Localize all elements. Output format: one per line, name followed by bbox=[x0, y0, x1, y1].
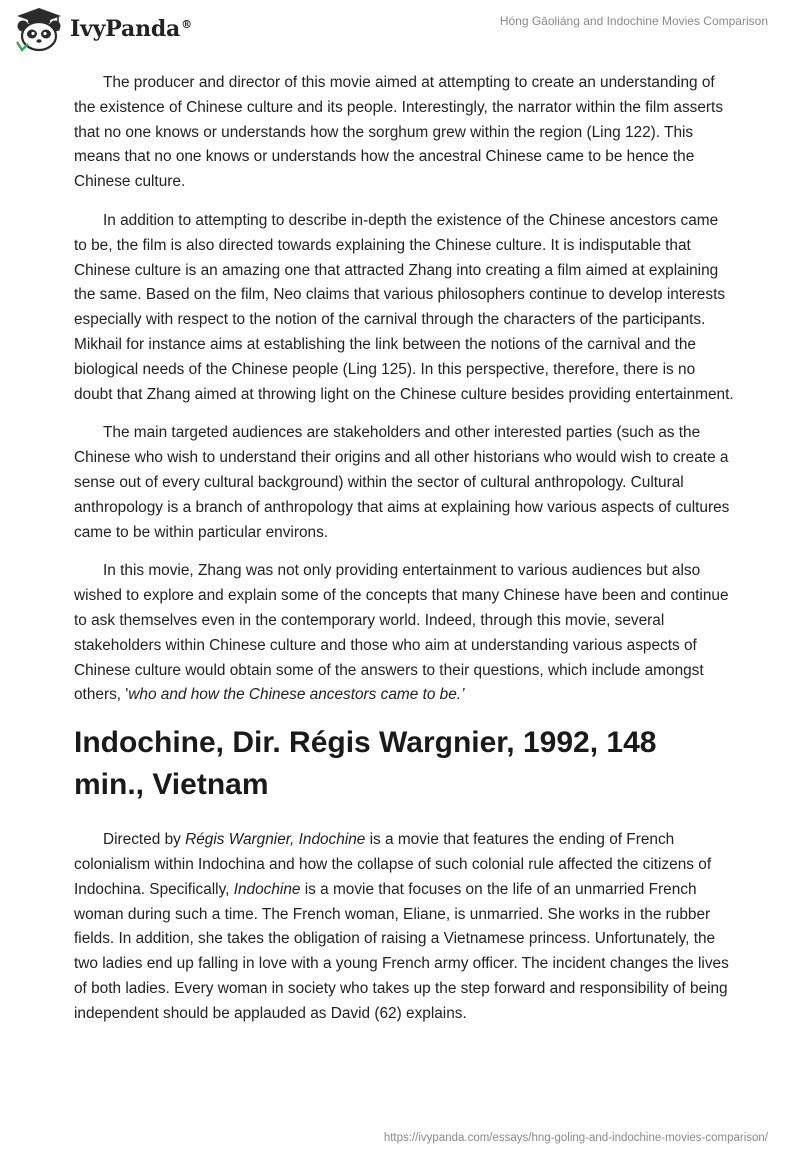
section-heading: Indochine, Dir. Régis Wargnier, 1992, 148 min., Vietnam bbox=[74, 726, 657, 802]
source-url[interactable]: https://ivypanda.com/essays/hng-goling-and-indochine-movies-comparison/ bbox=[383, 1132, 768, 1144]
panda-graduate-icon bbox=[14, 6, 64, 52]
section-paragraph: Directed by Régis Wargnier, Indochine is a movie that features the ending of French colonialism within Indochina and how the collapse of such colonial rule affected the citizens of Indochina. Specifically, Indochine is a movie that focuses on the life of an unmarried French woman during such a time. The French woman, Eliane, is unmarried. She works in the rubber fields. In addition, she takes the obligation of raising a Vietnamese princess. Unfortunately, the two ladies end up falling in love with a young French army officer. The incident changes the lives of both ladies. Every woman in society who takes up the step forward and responsibility of being independent should be applauded as David (62) explains. bbox=[74, 831, 729, 1022]
essay-body bbox=[74, 71, 734, 1041]
paragraph-1: The producer and director of this movie aimed at attempting to create an understanding of the existence of Chinese culture and its people. Interestingly, the narrator within the film asserts that no one knows or understands how the sorghum grew within the region (Ling 122). This means that no one knows or understands how the ancestral Chinese came to be hence the Chinese culture. bbox=[74, 74, 724, 191]
paragraph-4: In this movie, Zhang was not only providing entertainment to various audiences but also wished to explore and explain some of the concepts that many Chinese have been and continue to ask themselves even in the contemporary world. Indeed, through this movie, several stakeholders within Chinese culture and those who aim at understanding various aspects of Chinese culture would obtain some of the answers to their questions, which include amongst others, 'who and how the Chinese ancestors came to be.’ bbox=[74, 562, 729, 704]
brand-logo[interactable] bbox=[14, 6, 192, 52]
document-title: Hóng Gāoliáng and Indochine Movies Comparison bbox=[499, 14, 768, 28]
brand-name: IvyPanda® bbox=[70, 16, 192, 42]
paragraph-3: The main targeted audiences are stakeholders and other interested parties (such as the Chinese who wish to understand their origins and all other historians who would wish to create a sense out of every cultural background) within the sector of cultural anthropology. Cultural anthropology is a branch of anthropology that aims at explaining how various aspects of cultures came to be within particular environs. bbox=[74, 424, 730, 541]
page-header bbox=[0, 0, 800, 60]
paragraph-2: In addition to attempting to describe in-depth the existence of the Chinese ancestors came to be, the film is also directed towards explaining the Chinese culture. It is indisputable that Chinese culture is an amazing one that attracted Zhang into creating a film aimed at explaining the same. Based on the film, Neo claims that various philosophers continue to develop interests especially with respect to the notion of the carnival through the characters of the participants. Mikhail for instance aims at establishing the link between the notions of the carnival and the biological needs of the Chinese people (Ling 125). In this perspective, therefore, there is no doubt that Zhang aimed at throwing light on the Chinese culture besides providing entertainment. bbox=[74, 211, 734, 403]
